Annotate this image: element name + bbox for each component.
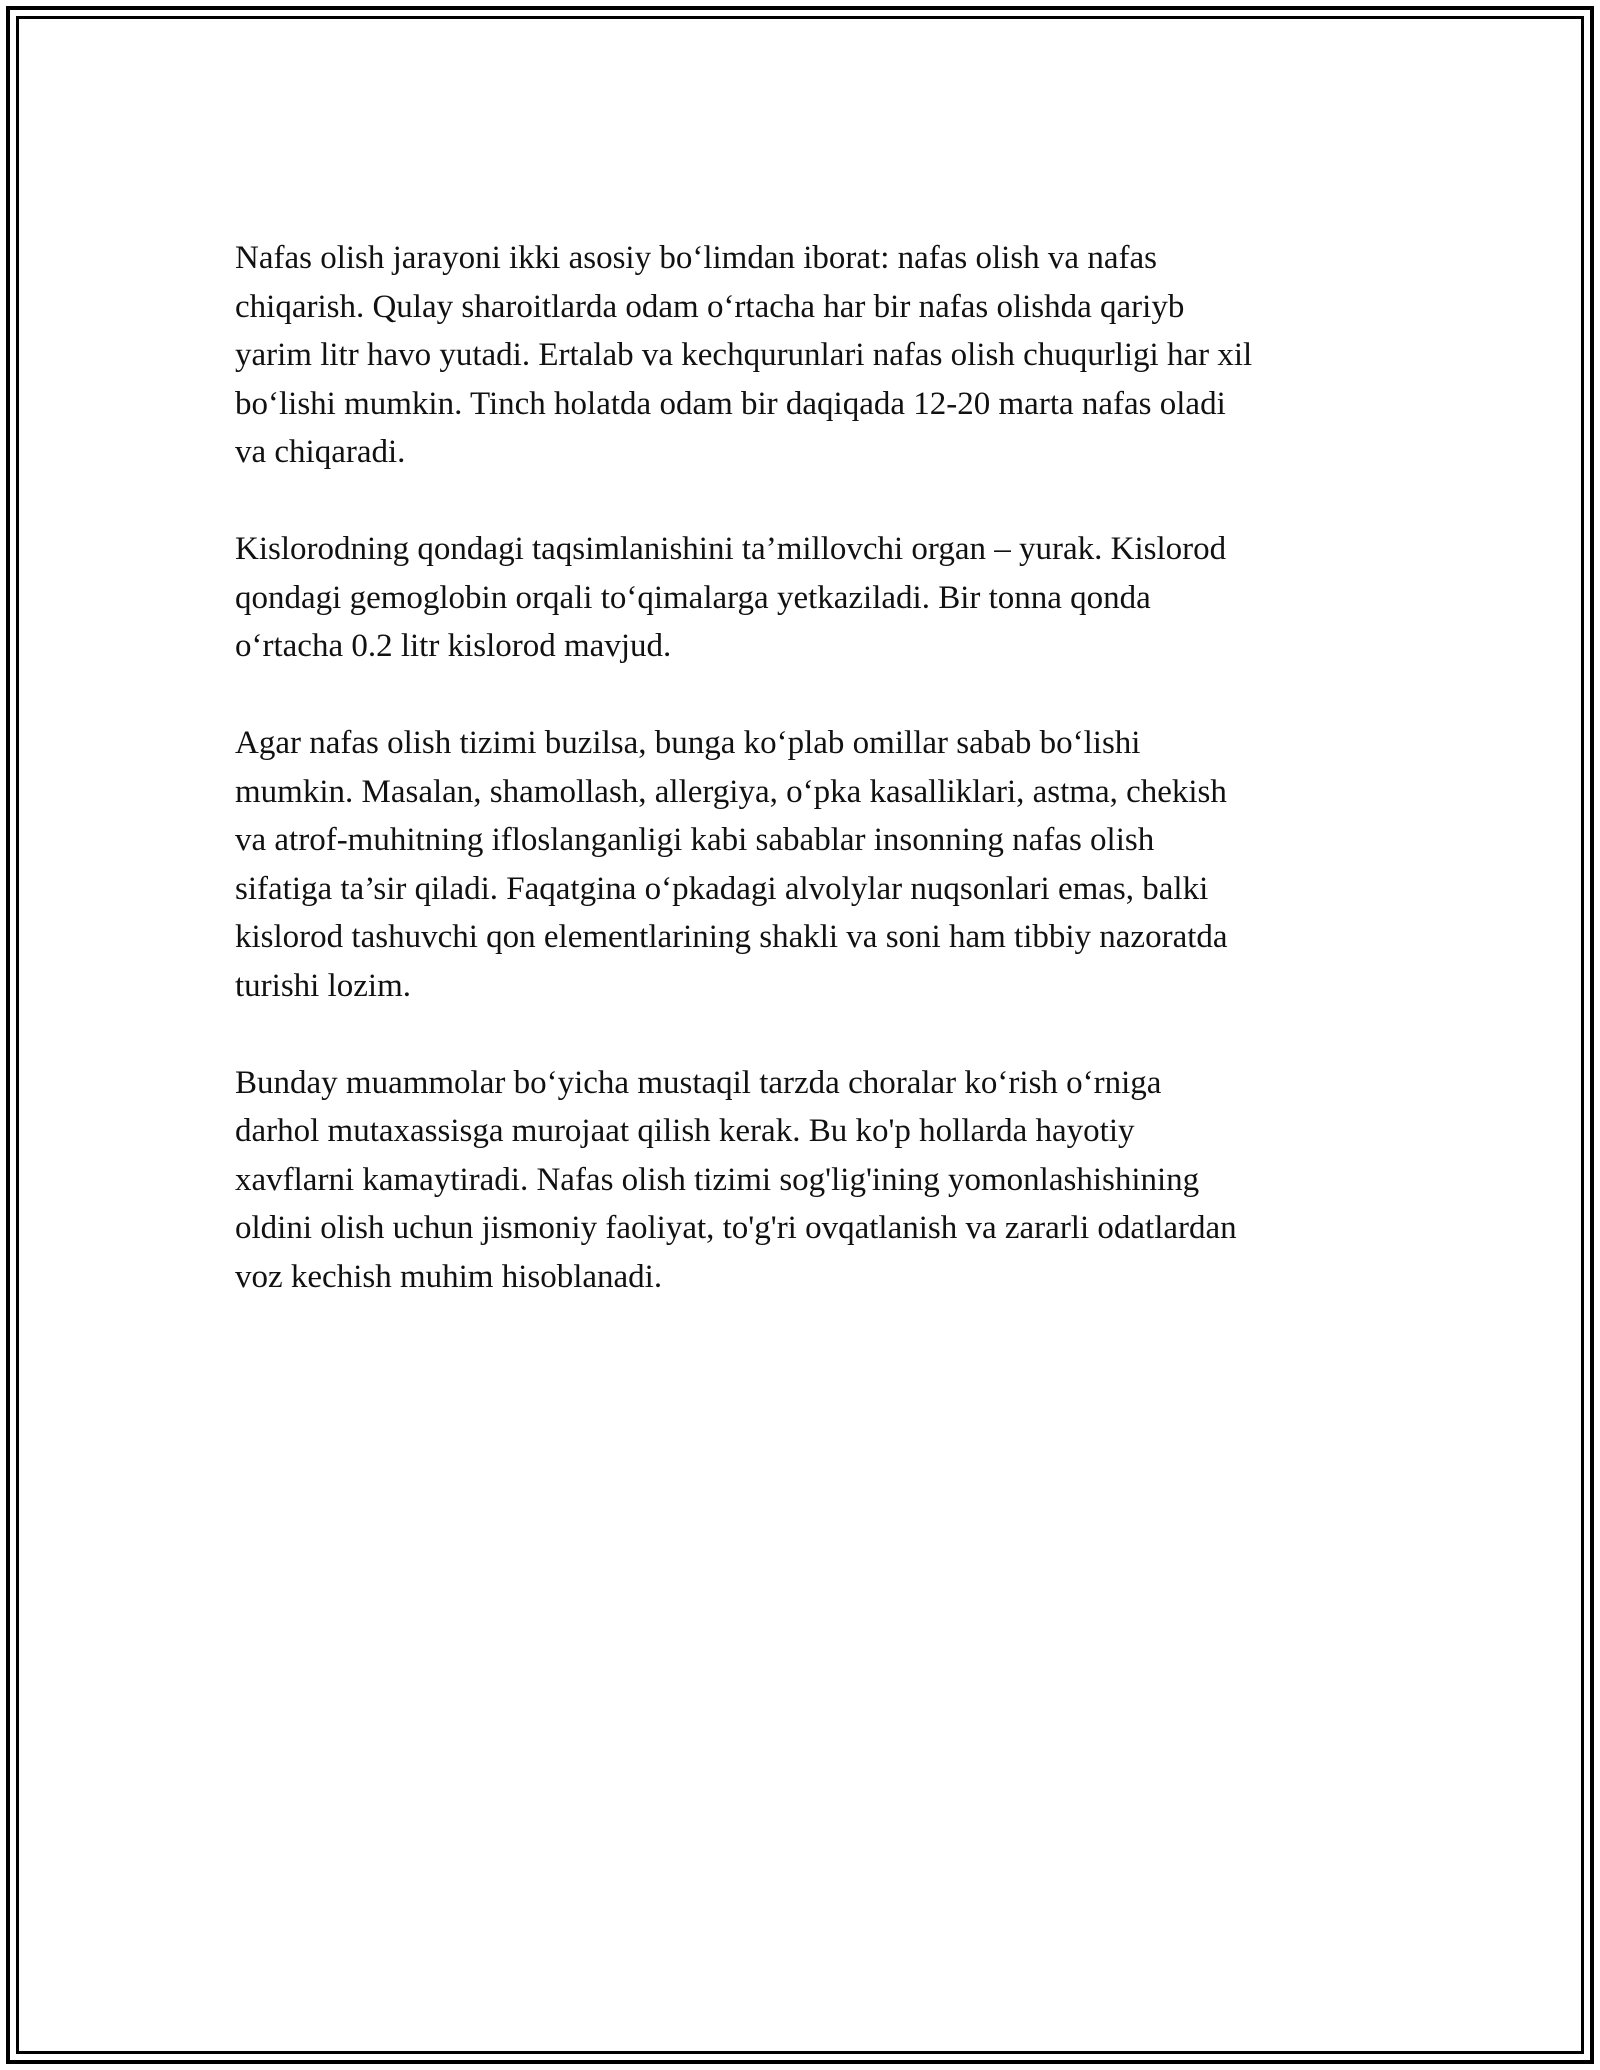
text-line: Agar nafas olish tizimi buzilsa, bunga ko‘plab omillar sabab bo‘lishi <box>235 725 1141 761</box>
paragraph-breathing-process <box>235 234 1385 477</box>
text-line: turishi lozim. <box>235 967 411 1004</box>
text-line: voz kechish muhim hisoblanadi. <box>235 1258 663 1295</box>
paragraph-oxygen-distribution <box>235 525 1385 671</box>
text-line: sifatiga ta’sir qiladi. Faqatgina o‘pkadagi alvolylar nuqsonlari emas, balki <box>235 870 1209 907</box>
text-line: oldini olish uchun jismoniy faoliyat, to'g'ri ovqatlanish va zararli odatlardan <box>235 1210 1237 1246</box>
text-line: va atrof-muhitning ifloslanganligi kabi sabablar insonning nafas olish <box>235 822 1155 858</box>
text-line: bo‘lishi mumkin. Tinch holatda odam bir daqiqada 12-20 marta nafas oladi <box>235 385 1226 422</box>
text-line: Bunday muammolar bo‘yicha mustaqil tarzda choralar ko‘rish o‘rniga <box>235 1064 1162 1101</box>
text-line: qondagi gemoglobin orqali to‘qimalarga yetkaziladi. Bir tonna qonda <box>235 579 1151 616</box>
text-line: Nafas olish jarayoni ikki asosiy bo‘limdan iborat: nafas olish va nafas <box>235 240 1157 276</box>
text-line: kislorod tashuvchi qon elementlarining shakli va soni ham tibbiy nazoratda <box>235 919 1228 955</box>
text-line: o‘rtacha 0.2 litr kislorod mavjud. <box>235 628 672 664</box>
text-line: xavflarni kamaytiradi. Nafas olish tizimi sog'lig'ining yomonlashishining <box>235 1161 1200 1198</box>
text-line: mumkin. Masalan, shamollash, allergiya, o‘pka kasalliklari, astma, chekish <box>235 773 1227 810</box>
text-line: chiqarish. Qulay sharoitlarda odam o‘rtacha har bir nafas olishda qariyb <box>235 288 1185 325</box>
document-body <box>235 234 1385 1350</box>
text-line: Kislorodning qondagi taqsimlanishini ta’millovchi organ – yurak. Kislorod <box>235 531 1227 567</box>
text-line: va chiqaradi. <box>235 434 406 470</box>
paragraph-recommendations <box>235 1059 1385 1302</box>
text-line: yarim litr havo yutadi. Ertalab va kechqurunlari nafas olish chuqurligi har xil <box>235 337 1253 373</box>
text-line: darhol mutaxassisga murojaat qilish kerak. Bu ko'p hollarda hayotiy <box>235 1113 1135 1149</box>
paragraph-respiratory-disorders <box>235 719 1385 1010</box>
